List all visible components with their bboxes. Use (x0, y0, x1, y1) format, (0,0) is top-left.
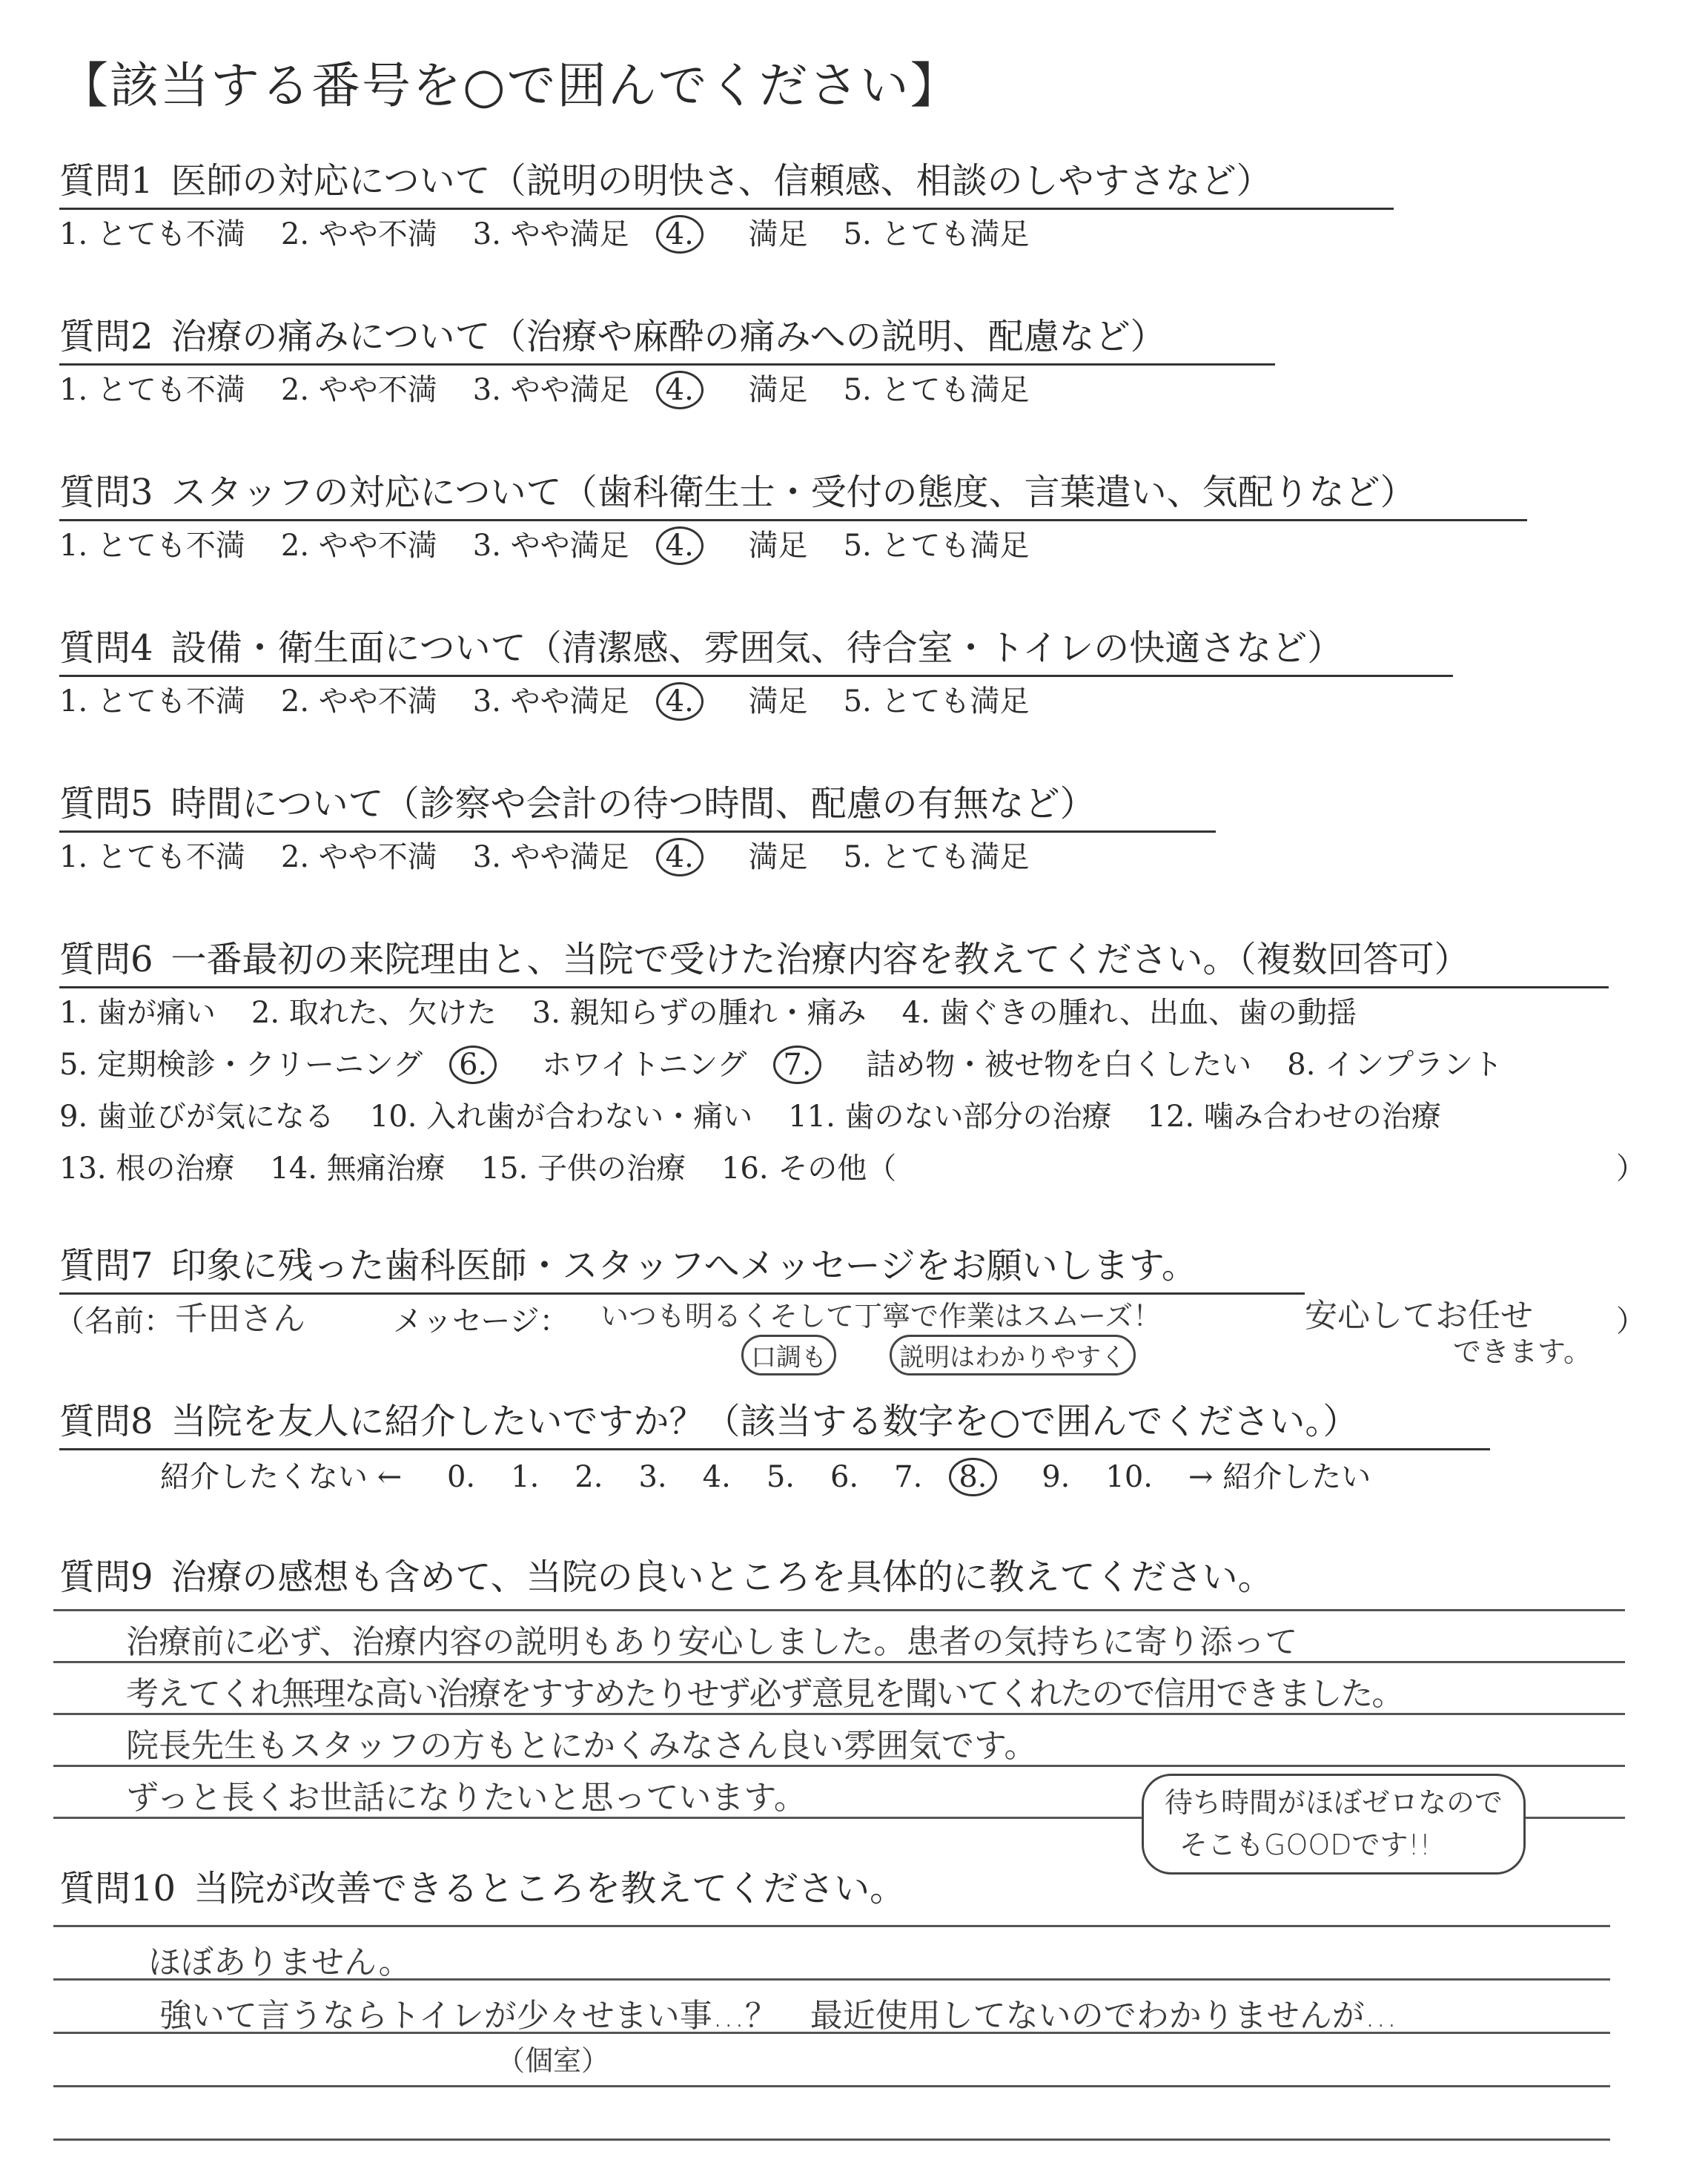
question-8-heading (59, 1393, 1490, 1450)
question-1-number: 質問1 (59, 160, 153, 202)
option-7-label: 詰め物・被せ物を白くしたい (866, 1048, 1252, 1082)
scale-0[interactable]: 0. (446, 1460, 476, 1494)
question-3-number: 質問3 (59, 472, 153, 513)
option-1[interactable]: 1. とても不満 (59, 373, 245, 407)
question-6-row-4 (59, 1145, 932, 1187)
scale-7[interactable]: 7. (894, 1460, 923, 1494)
question-7-heading (59, 1237, 1305, 1295)
answer-9-line-4: ずっと長くお世話になりたいと思っています。 (126, 1779, 807, 1817)
option-4[interactable]: 4. 歯ぐきの腫れ、出血、歯の動揺 (901, 996, 1357, 1030)
question-4-options (59, 678, 1065, 721)
option-4-circled[interactable]: 4. (656, 682, 704, 721)
question-4-text: 設備・衛生面について（清潔感、雰囲気、待合室・トイレの快適さなど） (171, 627, 1343, 669)
question-1-heading (59, 152, 1394, 210)
question-3-heading (59, 463, 1527, 521)
option-2[interactable]: 2. やや不満 (280, 684, 437, 719)
answer-9-line-3: 院長先生もスタッフの方もとにかくみなさん良い雰囲気です。 (126, 1727, 1037, 1765)
answer-line (53, 2138, 1610, 2141)
message-close-paren: ） (1616, 1304, 1646, 1338)
option-3[interactable]: 3. やや満足 (472, 529, 629, 563)
option-6-label: ホワイトニング (541, 1048, 747, 1082)
option-5[interactable]: 5. とても満足 (843, 684, 1030, 719)
question-6-row-1 (59, 989, 1392, 1031)
option-4-circled[interactable]: 4. (656, 838, 704, 876)
option-2[interactable]: 2. やや不満 (280, 373, 437, 407)
option-10[interactable]: 10. 入れ歯が合わない・痛い (369, 1100, 753, 1134)
question-4-heading (59, 619, 1453, 677)
option-5[interactable]: 5. とても満足 (843, 840, 1030, 874)
page-title: 【該当する番号を○で囲んでください】 (59, 57, 961, 114)
question-5-text: 時間について（診察や会計の待つ時間、配慮の有無など） (171, 783, 1096, 825)
question-3-text: スタッフの対応について（歯科衛生士・受付の態度、言葉遣い、気配りなど） (171, 472, 1416, 513)
question-5-number: 質問5 (59, 783, 153, 825)
question-6-text: 一番最初の来院理由と、当院で受けた治療内容を教えてください。（複数回答可） (171, 939, 1470, 980)
message-insert-tone: 口調も (741, 1335, 836, 1375)
option-9[interactable]: 9. 歯並びが気になる (59, 1100, 334, 1134)
question-3-options (59, 522, 1065, 565)
scale-10[interactable]: 10. (1105, 1460, 1153, 1494)
option-4-label: 満足 (748, 529, 808, 563)
message-tail-2: できます。 (1453, 1335, 1592, 1368)
option-3[interactable]: 3. 親知らずの腫れ・痛み (532, 996, 867, 1030)
option-16[interactable]: 16. その他（ (721, 1152, 897, 1186)
option-1[interactable]: 1. とても不満 (59, 684, 245, 719)
option-2[interactable]: 2. やや不満 (280, 217, 437, 251)
scale-right-label: → 紹介したい (1188, 1460, 1371, 1494)
question-8-scale (160, 1453, 1406, 1496)
option-5[interactable]: 5. 定期検診・クリーニング (59, 1048, 423, 1082)
message-value: いつも明るくそして丁寧で作業はスムーズ！ (600, 1300, 1162, 1332)
option-15[interactable]: 15. 子供の治療 (480, 1152, 686, 1186)
question-7-text: 印象に残った歯科医師・スタッフへメッセージをお願いします。 (171, 1245, 1197, 1287)
scale-2[interactable]: 2. (575, 1460, 603, 1494)
question-5-heading (59, 775, 1216, 833)
scale-3[interactable]: 3. (638, 1460, 667, 1494)
question-1-options (59, 211, 1065, 254)
scale-9[interactable]: 9. (1042, 1460, 1070, 1494)
question-6-heading (59, 931, 1609, 988)
question-6-number: 質問6 (59, 939, 153, 980)
option-6-circled[interactable]: 6. (449, 1046, 497, 1084)
option-3[interactable]: 3. やや満足 (472, 840, 629, 874)
name-value: 千田さん (175, 1300, 305, 1338)
question-2-text: 治療の痛みについて（治療や麻酔の痛みへの説明、配慮など） (171, 316, 1166, 357)
option-4-label: 満足 (748, 840, 808, 874)
answer-line (53, 1609, 1625, 1611)
option-7-circled[interactable]: 7. (773, 1046, 821, 1084)
question-7-number: 質問7 (59, 1245, 153, 1287)
option-8[interactable]: 8. インプラント (1287, 1048, 1503, 1082)
option-1[interactable]: 1. 歯が痛い (59, 996, 216, 1030)
message-label: メッセージ： (393, 1304, 569, 1338)
option-12[interactable]: 12. 噛み合わせの治療 (1147, 1100, 1441, 1134)
answer-line (53, 1925, 1610, 1927)
option-5[interactable]: 5. とても満足 (843, 217, 1030, 251)
question-9-heading (59, 1548, 1274, 1599)
name-label: （名前： (55, 1304, 173, 1338)
option-1[interactable]: 1. とても不満 (59, 529, 245, 563)
question-2-heading (59, 308, 1275, 366)
question-8-number: 質問8 (59, 1401, 153, 1442)
answer-line (53, 2085, 1610, 2087)
option-4-circled[interactable]: 4. (656, 215, 704, 254)
option-16-close-paren: ） (1616, 1152, 1646, 1186)
option-14[interactable]: 14. 無痛治療 (270, 1152, 446, 1186)
option-4-label: 満足 (748, 217, 808, 251)
scale-6[interactable]: 6. (830, 1460, 859, 1494)
question-4-number: 質問4 (59, 627, 153, 669)
option-4-label: 満足 (748, 373, 808, 407)
question-10-number: 質問10 (59, 1868, 176, 1909)
question-2-options (59, 366, 1065, 409)
option-4-label: 満足 (748, 684, 808, 719)
scale-1[interactable]: 1. (511, 1460, 540, 1494)
question-2-number: 質問2 (59, 316, 153, 357)
waiting-time-note (1142, 1774, 1526, 1875)
question-1-text: 医師の対応について（説明の明快さ、信頼感、相談のしやすさなど） (171, 160, 1272, 202)
message-tail-1: 安心してお任せ (1305, 1297, 1533, 1335)
question-10-heading (59, 1860, 905, 1911)
waiting-time-note-line-1: 待ち時間がほぼゼロなので (1165, 1786, 1503, 1819)
answer-10-line-2: 強いて言うならトイレが少々せまい事…？ 最近使用してないのでわかりませんが… (159, 1997, 1397, 2035)
answer-10-line-3: （個室） (497, 2044, 610, 2077)
question-9-text: 治療の感想も含めて、当院の良いところを具体的に教えてください。 (171, 1556, 1274, 1598)
option-4-circled[interactable]: 4. (656, 371, 704, 409)
option-2[interactable]: 2. 取れた、欠けた (251, 996, 497, 1030)
answer-10-line-1: ほぼありません。 (148, 1943, 411, 1981)
answer-9-line-2: 考えてくれ無理な高い治療をすすめたりせず必ず意見を聞いてくれたので信用できました。 (126, 1675, 1403, 1713)
scale-4[interactable]: 4. (702, 1460, 731, 1494)
option-13[interactable]: 13. 根の治療 (59, 1152, 235, 1186)
question-6-row-3 (59, 1093, 1477, 1135)
option-11[interactable]: 11. 歯のない部分の治療 (788, 1100, 1112, 1134)
message-insert-explanation: 説明はわかりやすく (890, 1335, 1136, 1375)
scale-5[interactable]: 5. (766, 1460, 795, 1494)
answer-9-line-1: 治療前に必ず、治療内容の説明もあり安心しました。患者の気持ちに寄り添って (126, 1623, 1298, 1661)
question-5-options (59, 833, 1065, 876)
option-5[interactable]: 5. とても満足 (843, 373, 1030, 407)
option-3[interactable]: 3. やや満足 (472, 684, 629, 719)
option-3[interactable]: 3. やや満足 (472, 217, 629, 251)
option-1[interactable]: 1. とても不満 (59, 840, 245, 874)
question-6-row-2 (59, 1041, 1538, 1084)
option-1[interactable]: 1. とても不満 (59, 217, 245, 251)
option-2[interactable]: 2. やや不満 (280, 529, 437, 563)
question-9-number: 質問9 (59, 1556, 153, 1598)
option-4-circled[interactable]: 4. (656, 526, 704, 565)
option-2[interactable]: 2. やや不満 (280, 840, 437, 874)
option-5[interactable]: 5. とても満足 (843, 529, 1030, 563)
scale-8-circled[interactable]: 8. (949, 1458, 996, 1496)
question-10-text: 当院が改善できるところを教えてください。 (193, 1868, 906, 1909)
question-8-text: 当院を友人に紹介したいですか？（該当する数字を○で囲んでください。） (171, 1401, 1359, 1442)
option-3[interactable]: 3. やや満足 (472, 373, 629, 407)
scale-left-label: 紹介したくない ← (160, 1460, 403, 1494)
waiting-time-note-line-2: そこもGOODです!! (1179, 1829, 1431, 1861)
